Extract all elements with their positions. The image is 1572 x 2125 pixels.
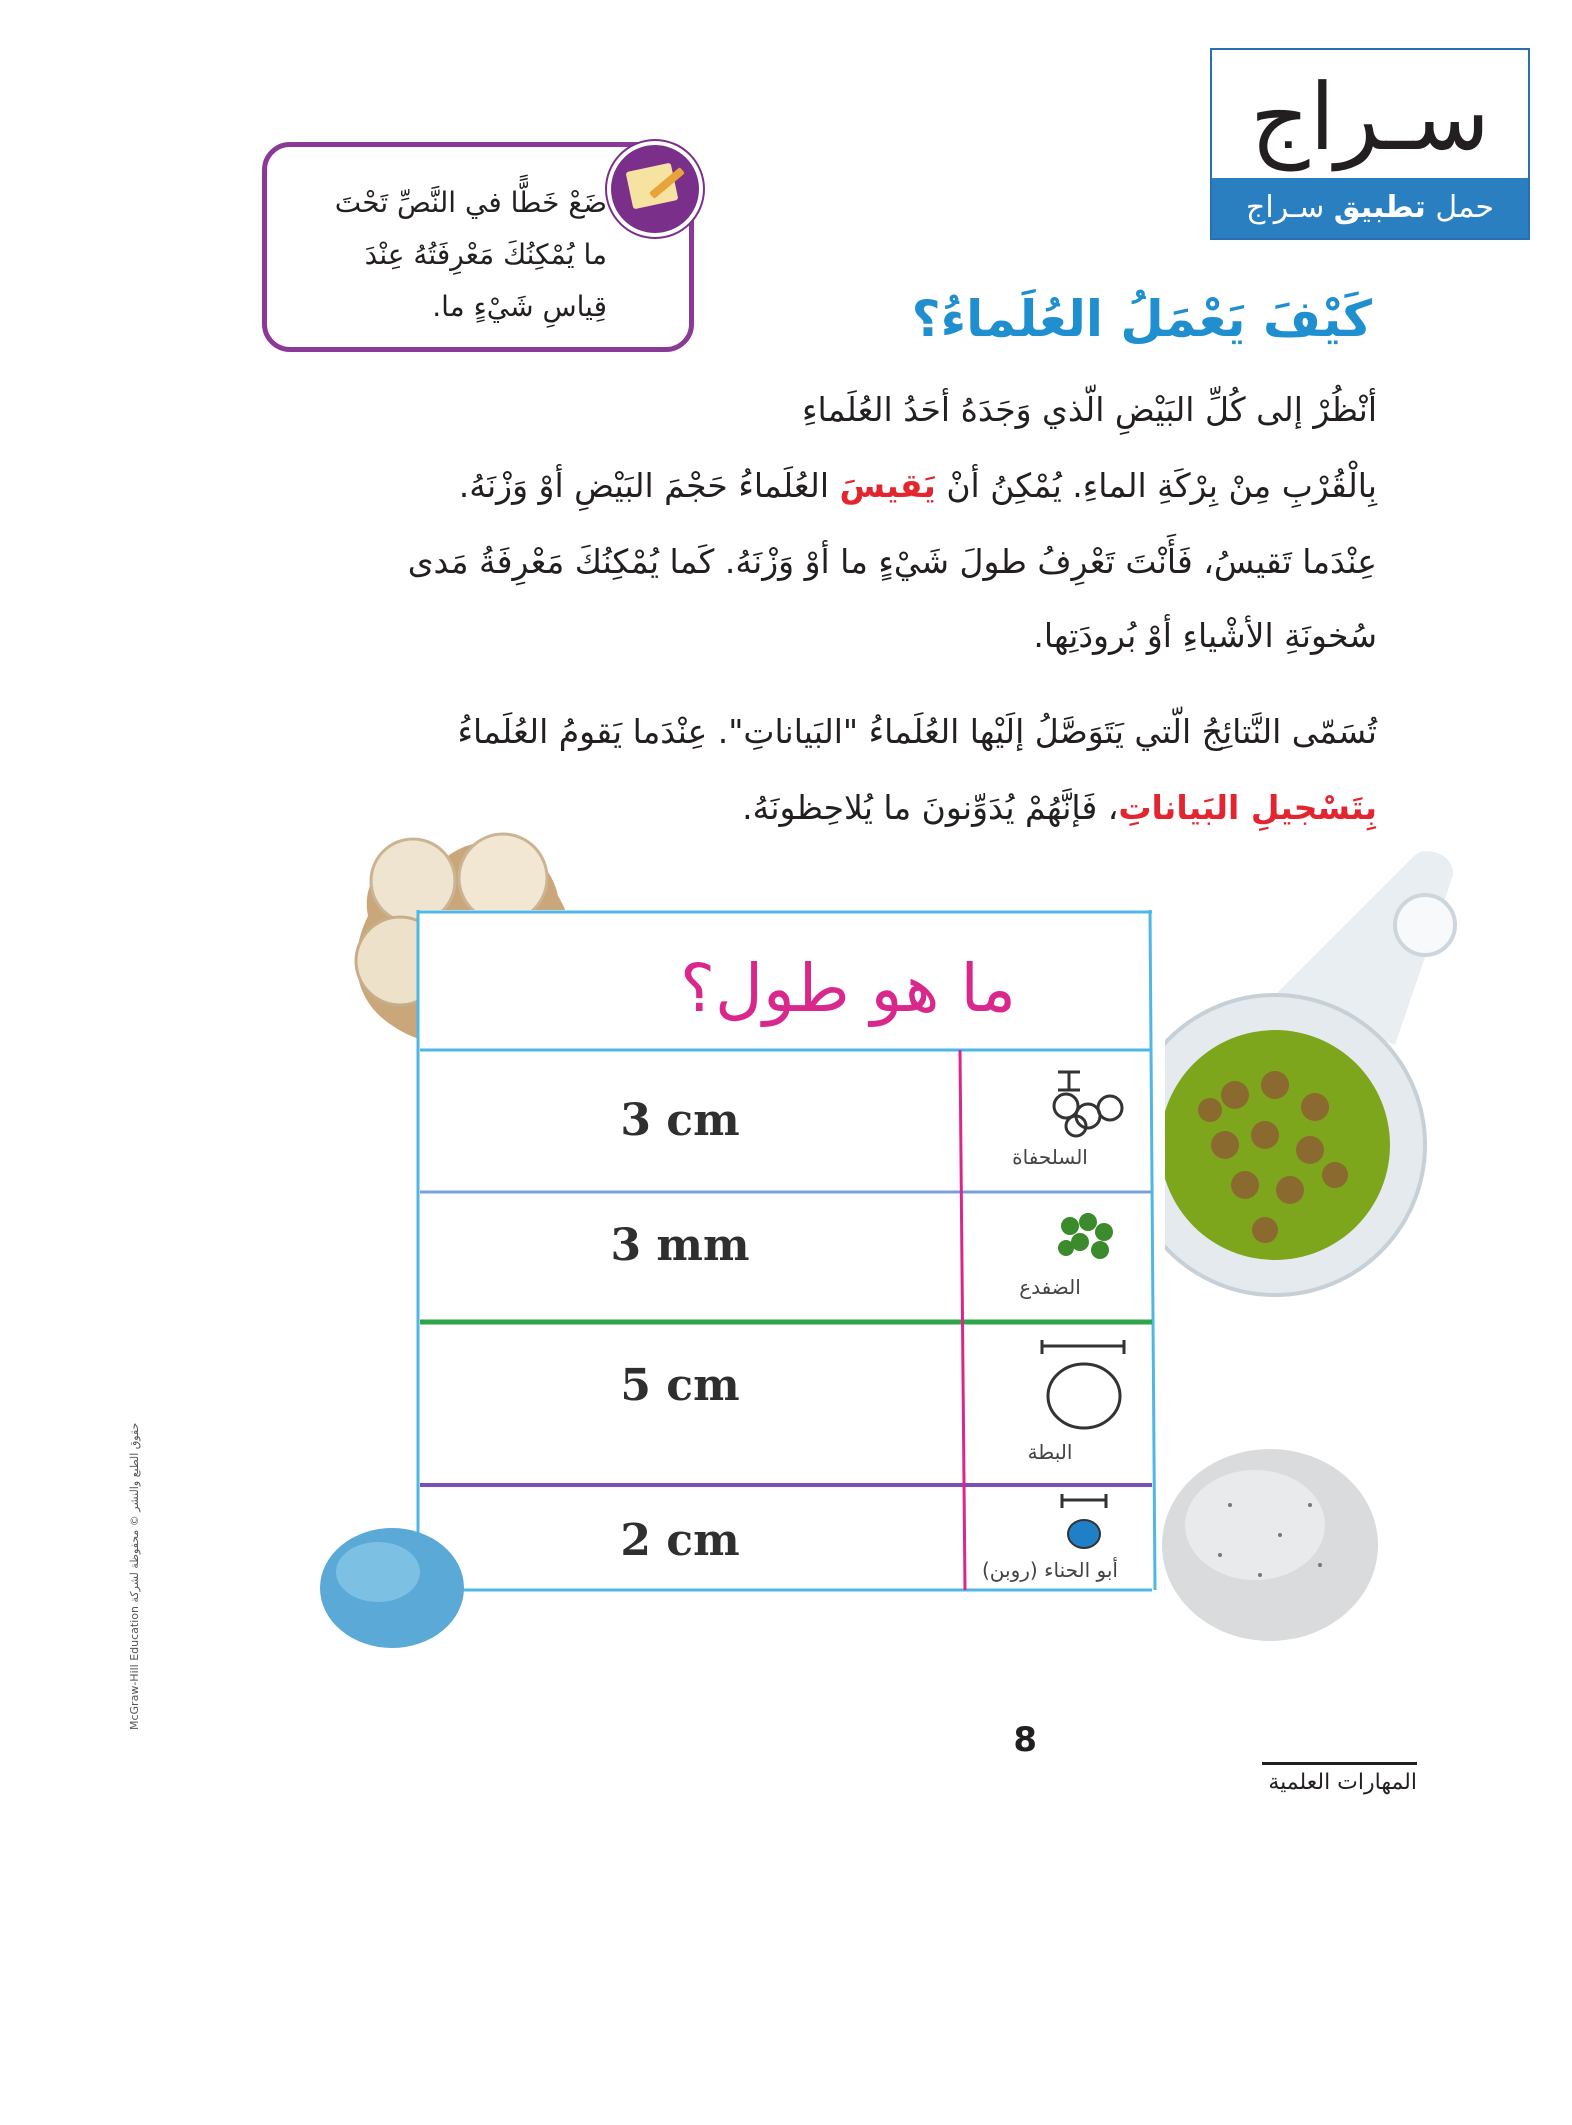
turtle-eggs-icon <box>1040 1068 1130 1138</box>
duck-egg-photo <box>1160 1445 1380 1645</box>
paragraph2-line1: تُسَمّى النَّتائِجُ الّتي يَتَوَصَّلُ إلَيْها العُلَماءُ "البَياناتِ". عِنْدَما يَقومُ العُلَماءُ <box>457 712 1377 751</box>
section-heading: كَيْفَ يَعْمَلُ العُلَماءُ؟ <box>911 290 1372 348</box>
note-line: ضَعْ خَطًّا في النَّصِّ تَحْتَ <box>334 186 607 219</box>
footer-rule <box>1262 1762 1417 1765</box>
frog-eggs-icon <box>1050 1208 1120 1268</box>
table-title: ما هو طول؟ <box>680 950 1016 1027</box>
logo-bar-bold: تطبيق <box>1333 190 1426 225</box>
paragraph1-line2-before: بِالْقُرْبِ مِنْ بِرْكَةِ الماءِ. يُمْكِنُ أنْ <box>946 466 1377 505</box>
instruction-note <box>262 142 694 352</box>
note-text <box>289 177 607 333</box>
paragraph2-line2 <box>742 788 1377 827</box>
logo-app-banner[interactable] <box>1212 178 1528 238</box>
logo-word: سـراج <box>1250 64 1490 171</box>
row-animal-duck: البطة <box>1027 1440 1073 1464</box>
note-line: ما يُمْكِنُكَ مَعْرِفَتُهُ عِنْدَ <box>364 238 607 271</box>
row-value-turtle: 3 cm <box>620 1095 740 1146</box>
egg-length-table <box>410 910 1170 1600</box>
row-animal-frog: الضفدع <box>1019 1275 1081 1299</box>
paragraph1-line2 <box>459 466 1377 505</box>
magnifier-frog-eggs-photo <box>1165 845 1485 1345</box>
row-animal-robin: أبو الحناء (روبن) <box>982 1558 1118 1582</box>
footer-section-title: المهارات العلمية <box>1268 1770 1417 1795</box>
robin-egg-photo <box>318 1522 468 1652</box>
highlight-record-data: بِتَسْجيلِ البَياناتِ <box>1118 788 1377 827</box>
page-number: 8 <box>1013 1720 1037 1760</box>
copyright-note <box>128 1290 148 1730</box>
note-pencil-icon <box>607 141 703 237</box>
note-line: قِياسِ شَيْءٍ ما. <box>432 290 607 323</box>
siraj-logo <box>1210 48 1530 240</box>
logo-bar-suffix: سـراج <box>1246 190 1325 225</box>
paragraph1-line4: سُخونَةِ الأشْياءِ أوْ بُرودَتِها. <box>1033 616 1377 655</box>
paragraph1-line2-after: العُلَماءُ حَجْمَ البَيْضِ أوْ وَزْنَهُ. <box>458 466 830 505</box>
paragraph1-line3: عِنْدَما تَقيسُ، فَأَنْتَ تَعْرِفُ طولَ شَيْءٍ ما أوْ وَزْنَهُ. كَما يُمْكِنُكَ مَعْرِفَةُ مَدى <box>407 542 1377 581</box>
paragraph2-line2-after: ، فَإنَّهُمْ يُدَوِّنونَ ما يُلاحِظونَهُ. <box>742 788 1119 827</box>
row-value-duck: 5 cm <box>620 1360 740 1411</box>
robin-egg-icon <box>1050 1494 1120 1559</box>
row-value-robin: 2 cm <box>620 1515 740 1566</box>
paragraph1-line1: أنْظُرْ إلى كُلِّ البَيْضِ الّذي وَجَدَهُ أحَدُ العُلَماءِ <box>802 390 1377 429</box>
logo-bar-prefix: حمل <box>1435 190 1494 225</box>
copyright-text: McGraw-Hill Education حقوق الطبع والنشر © محفوظة لشركة <box>128 1422 141 1730</box>
highlight-measure: يَقيسَ <box>839 466 936 505</box>
row-animal-turtle: السلحفاة <box>1012 1145 1088 1169</box>
duck-egg-icon <box>1028 1340 1138 1435</box>
row-value-frog: 3 mm <box>610 1220 750 1271</box>
